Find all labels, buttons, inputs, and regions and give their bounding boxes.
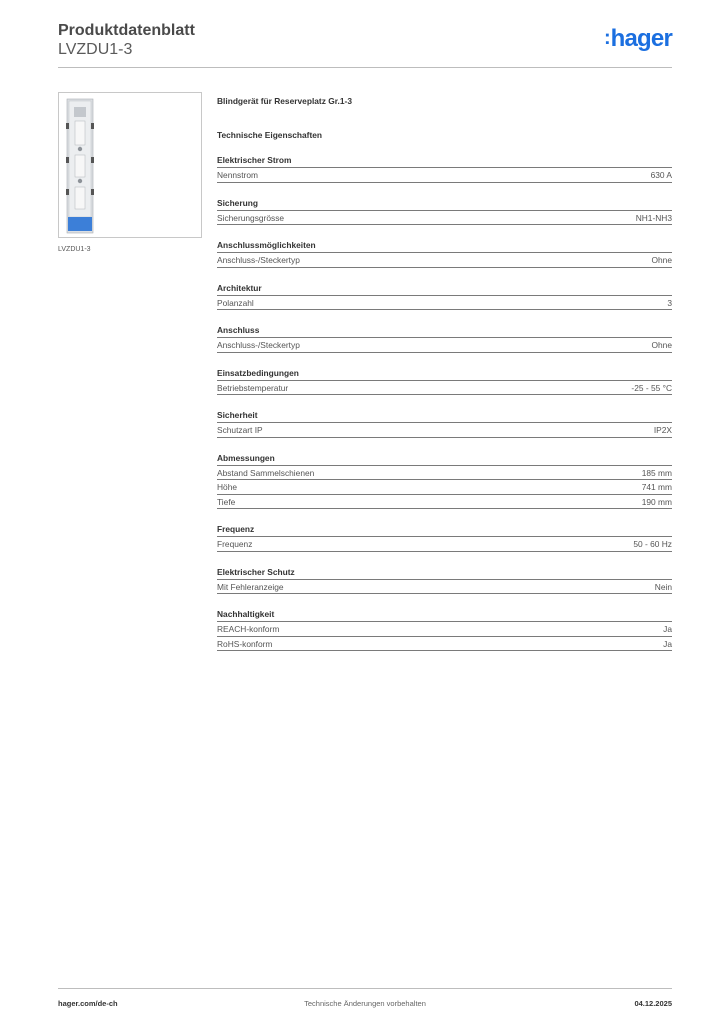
spec-group-title: Abmessungen bbox=[217, 452, 275, 463]
spec-value: Nein bbox=[654, 581, 672, 592]
spec-row bbox=[217, 296, 672, 311]
spec-label: Anschluss-/Steckertyp bbox=[217, 340, 300, 350]
spec-row bbox=[217, 168, 672, 183]
spec-group-title: Einsatzbedingungen bbox=[217, 367, 299, 378]
hager-logo bbox=[604, 25, 672, 53]
spec-value: NH1-NH3 bbox=[635, 212, 672, 223]
spec-group-title: Elektrischer Strom bbox=[217, 155, 292, 165]
spec-group-title: Frequenz bbox=[217, 524, 255, 534]
spec-group-title: Nachhaltigkeit bbox=[217, 609, 275, 619]
spec-row bbox=[217, 637, 672, 652]
spec-label: Anschluss-/Steckertyp bbox=[217, 255, 300, 265]
spec-label: Mit Fehleranzeige bbox=[217, 581, 284, 592]
spec-row bbox=[217, 580, 672, 595]
spec-group bbox=[217, 240, 672, 268]
spec-value: -25 - 55 °C bbox=[631, 382, 672, 393]
spec-group-title: Architektur bbox=[217, 282, 262, 293]
spec-group-title: Anschlussmöglichkeiten bbox=[217, 240, 316, 250]
page-header bbox=[58, 20, 672, 68]
product-content bbox=[217, 96, 672, 651]
spec-group-title: Sicherheit bbox=[217, 410, 258, 420]
spec-value: 630 A bbox=[650, 170, 672, 180]
spec-label: Tiefe bbox=[217, 496, 236, 507]
page-footer bbox=[58, 988, 672, 1010]
spec-groups bbox=[217, 155, 672, 651]
spec-group bbox=[217, 325, 672, 353]
spec-label: Schutzart IP bbox=[217, 425, 263, 435]
product-image bbox=[58, 92, 202, 238]
spec-label: Sicherungsgrösse bbox=[217, 212, 285, 223]
spec-row bbox=[217, 253, 672, 268]
spec-group-title: Sicherung bbox=[217, 197, 258, 208]
section-title: Technische Eigenschaften bbox=[217, 130, 323, 140]
spec-row bbox=[217, 495, 672, 510]
spec-group bbox=[217, 155, 672, 183]
spec-value: 3 bbox=[667, 297, 672, 308]
document-title: Produktdatenblatt bbox=[58, 22, 195, 39]
spec-value: Ohne bbox=[651, 340, 672, 350]
logo-colon: : bbox=[603, 27, 611, 49]
spec-group bbox=[217, 283, 672, 311]
spec-value: 741 mm bbox=[641, 482, 672, 492]
spec-group bbox=[217, 567, 672, 595]
spec-value: 50 - 60 Hz bbox=[633, 539, 672, 549]
spec-group bbox=[217, 198, 672, 226]
document-subtitle: LVZDU1-3 bbox=[58, 41, 133, 58]
spec-row bbox=[217, 423, 672, 438]
spec-group bbox=[217, 453, 672, 510]
spec-row bbox=[217, 480, 672, 495]
footer-notice: Technische Änderungen vorbehalten bbox=[304, 999, 426, 1008]
spec-value: 185 mm bbox=[641, 467, 672, 478]
product-illustration-icon bbox=[59, 93, 201, 237]
spec-label: Polanzahl bbox=[217, 297, 254, 308]
spec-label: Frequenz bbox=[217, 539, 253, 549]
spec-label: REACH-konform bbox=[217, 624, 280, 634]
spec-group bbox=[217, 368, 672, 396]
spec-label: Betriebstemperatur bbox=[217, 382, 289, 393]
footer-website: hager.com/de-ch bbox=[58, 999, 118, 1008]
spec-value: 190 mm bbox=[641, 496, 672, 507]
spec-value: Ohne bbox=[651, 255, 672, 265]
spec-label: RoHS-konform bbox=[217, 638, 273, 649]
logo-text: hager bbox=[610, 25, 672, 52]
spec-group-title: Anschluss bbox=[217, 325, 260, 335]
spec-row bbox=[217, 381, 672, 396]
spec-row bbox=[217, 338, 672, 353]
spec-row bbox=[217, 211, 672, 226]
spec-group bbox=[217, 524, 672, 552]
spec-value: Ja bbox=[663, 624, 672, 634]
image-caption: LVZDU1-3 bbox=[58, 246, 91, 253]
footer-date: 04.12.2025 bbox=[634, 999, 672, 1008]
spec-label: Abstand Sammelschienen bbox=[217, 467, 315, 478]
spec-value: IP2X bbox=[653, 425, 672, 435]
spec-label: Höhe bbox=[217, 482, 238, 492]
spec-row bbox=[217, 622, 672, 637]
spec-row bbox=[217, 537, 672, 552]
spec-group bbox=[217, 609, 672, 651]
spec-group bbox=[217, 410, 672, 438]
spec-group-title: Elektrischer Schutz bbox=[217, 566, 295, 577]
spec-label: Nennstrom bbox=[217, 170, 258, 180]
spec-row bbox=[217, 466, 672, 481]
product-name: Blindgerät für Reserveplatz Gr.1-3 bbox=[217, 96, 352, 106]
spec-value: Ja bbox=[663, 638, 672, 649]
